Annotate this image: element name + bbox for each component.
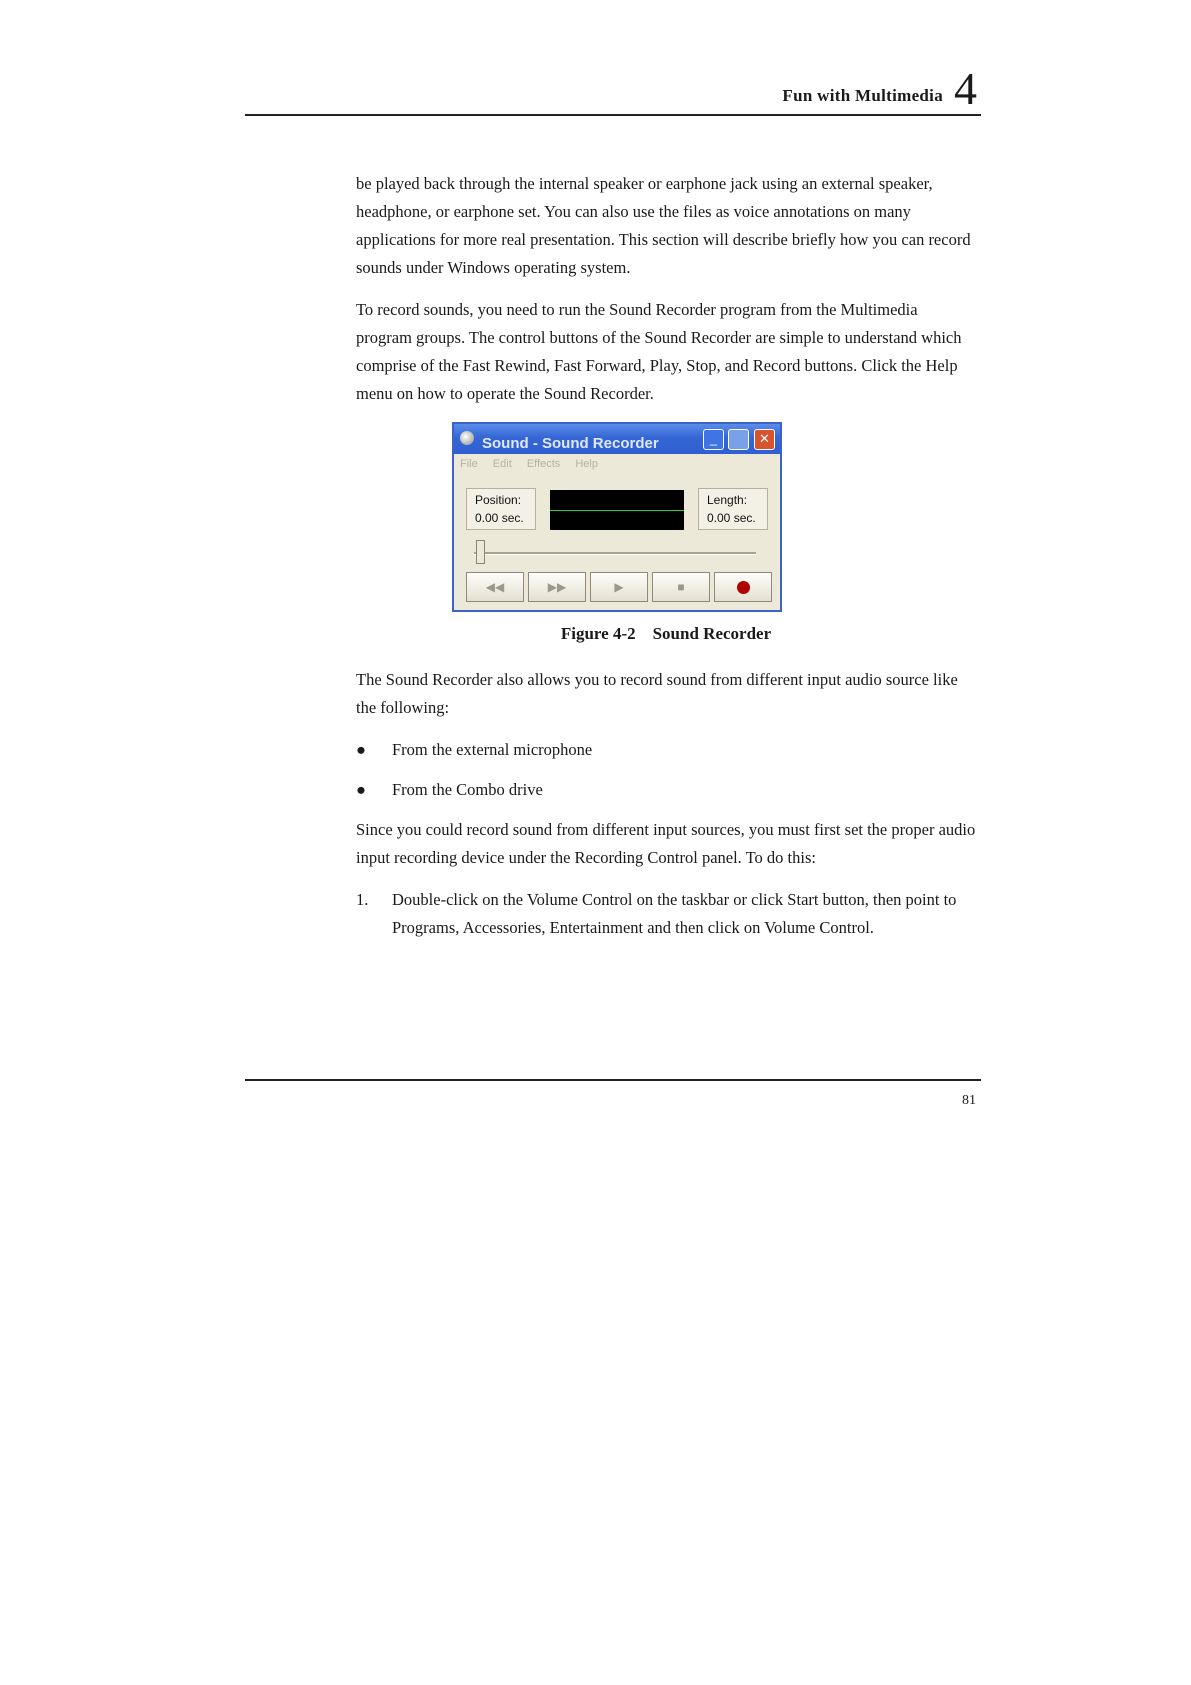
length-readout — [698, 488, 768, 530]
position-readout — [466, 488, 536, 530]
record-button — [714, 572, 772, 602]
position-label: Position: — [475, 493, 522, 507]
position-value: 0.00 sec. — [475, 511, 524, 525]
title-bar — [454, 424, 780, 454]
bullet-text-2: From the Combo drive — [392, 780, 543, 799]
paragraph-1: be played back through the internal speaker or earphone jack using an external speaker, headphone, or earphone set. You can also use the files as voice annotations on many applications for more real presentation. This section will describe briefly how you can record sounds under Windows operating system. — [356, 174, 971, 277]
footer-rule — [245, 1079, 981, 1081]
figure — [356, 422, 976, 648]
seek-slider-thumb — [476, 540, 485, 564]
forward-icon: ▶▶ — [547, 580, 567, 594]
play-button — [590, 572, 648, 602]
fast-forward-button — [528, 572, 586, 602]
chapter-number: 4 — [954, 63, 977, 114]
play-icon: ▶ — [614, 580, 624, 594]
paragraph-3: The Sound Recorder also allows you to record sound from different input audio source like the following: — [356, 670, 958, 717]
menu-help: Help — [575, 458, 598, 470]
maximize-icon — [728, 429, 749, 450]
fast-rewind-button — [466, 572, 524, 602]
paragraph-4: Since you could record sound from different input sources, you must first set the proper audio input recording device under the Recording Control panel. To do this: — [356, 820, 976, 867]
record-icon — [737, 581, 750, 594]
bullet-item-1 — [356, 736, 976, 764]
sound-recorder-window — [452, 422, 782, 612]
figure-caption: Figure 4-2 Sound Recorder — [560, 624, 772, 643]
seek-slider-track — [474, 552, 756, 555]
bullet-text-1: From the external microphone — [392, 740, 593, 759]
length-label: Length: — [707, 493, 748, 507]
step-number-1: 1. — [356, 890, 369, 909]
menu-effects: Effects — [526, 458, 561, 470]
step-text-1: Double-click on the Volume Control on the taskbar or click Start button, then point to Programs, Accessories, Entertainment and then click on Volume Control. — [392, 890, 957, 937]
bullet-icon: ● — [356, 780, 366, 799]
header-title: Fun with Multimedia — [782, 86, 943, 105]
menu-file: File — [460, 458, 478, 470]
length-value: 0.00 sec. — [707, 511, 756, 525]
page-header — [245, 60, 981, 116]
page-body — [356, 170, 976, 942]
page-number: 81 — [962, 1093, 976, 1108]
speaker-icon — [460, 431, 474, 445]
paragraph-2: To record sounds, you need to run the Sound Recorder program from the Multimedia program groups. The control buttons of the Sound Recorder are simple to understand which comprise of the Fast Rewind, Fast Forward, Play, Stop, and Record buttons. Click the Help menu on how to operate the Sound Recorder. — [356, 300, 962, 403]
menu-edit: Edit — [492, 458, 512, 470]
waveform-display — [550, 490, 684, 530]
stop-button — [652, 572, 710, 602]
window-title: Sound - Sound Recorder — [482, 435, 659, 452]
bullet-icon: ● — [356, 740, 366, 759]
step-item-1 — [356, 886, 976, 942]
close-icon: ✕ — [754, 429, 775, 450]
rewind-icon: ◀◀ — [485, 580, 505, 594]
bullet-item-2 — [356, 776, 976, 804]
stop-icon: ■ — [677, 580, 685, 594]
minimize-icon: _ — [703, 429, 724, 450]
control-buttons — [466, 572, 772, 604]
